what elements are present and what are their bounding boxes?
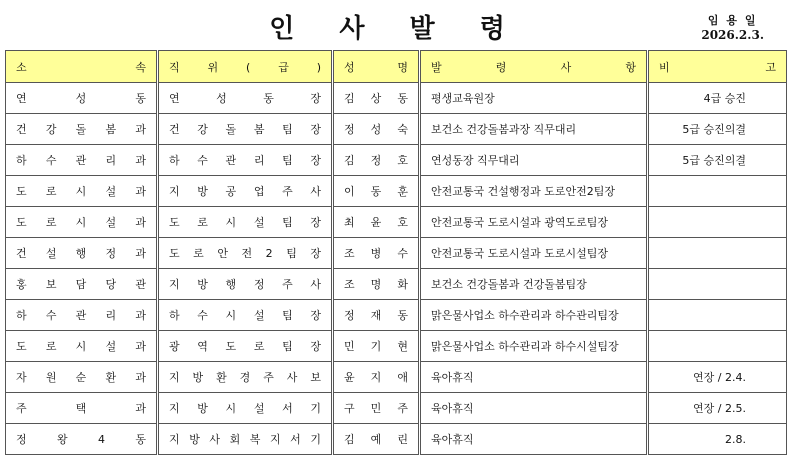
cell-position: 지 방 공 업 주 사 [158, 176, 333, 207]
cell-order: 육아휴직 [420, 393, 648, 424]
header-position: 직 위 ( 급 ) [158, 51, 333, 83]
cell-dept: 건 설 행 정 과 [6, 238, 158, 269]
cell-order: 보건소 건강돌봄과장 직무대리 [420, 114, 648, 145]
cell-name: 최 윤 호 [333, 207, 420, 238]
cell-name: 조 명 화 [333, 269, 420, 300]
table-row [6, 424, 787, 455]
cell-dept: 정 왕 4 동 [6, 424, 158, 455]
cell-note: 4급 승진 [648, 83, 787, 114]
header-name: 성 명 [333, 51, 420, 83]
cell-dept: 홍 보 담 당 관 [6, 269, 158, 300]
table-row [6, 393, 787, 424]
cell-note: 5급 승진의결 [648, 114, 787, 145]
table-row [6, 269, 787, 300]
cell-position: 연 성 동 장 [158, 83, 333, 114]
cell-note: 연장 / 2.5. [648, 393, 787, 424]
cell-dept: 주 택 과 [6, 393, 158, 424]
cell-position: 도 로 안 전 2 팀 장 [158, 238, 333, 269]
appointment-date [701, 12, 764, 42]
cell-name: 정 성 숙 [333, 114, 420, 145]
cell-position: 하 수 관 리 팀 장 [158, 145, 333, 176]
cell-position: 하 수 시 설 팀 장 [158, 300, 333, 331]
cell-note [648, 207, 787, 238]
header-note: 비 고 [648, 51, 787, 83]
cell-dept: 자 원 순 환 과 [6, 362, 158, 393]
cell-position: 지 방 행 정 주 사 [158, 269, 333, 300]
cell-dept: 연 성 동 [6, 83, 158, 114]
cell-order: 안전교통국 건설행정과 도로안전2팀장 [420, 176, 648, 207]
cell-name: 김 정 호 [333, 145, 420, 176]
cell-dept: 도 로 시 설 과 [6, 331, 158, 362]
cell-name: 김 예 린 [333, 424, 420, 455]
table-row [6, 114, 787, 145]
header-dept: 소 속 [6, 51, 158, 83]
cell-position: 지 방 시 설 서 기 [158, 393, 333, 424]
cell-note: 연장 / 2.4. [648, 362, 787, 393]
cell-name: 구 민 주 [333, 393, 420, 424]
cell-name: 윤 지 애 [333, 362, 420, 393]
cell-order: 보건소 건강돌봄과 건강돌봄팀장 [420, 269, 648, 300]
cell-note: 2.8. [648, 424, 787, 455]
cell-order: 맑은물사업소 하수관리과 하수시설팀장 [420, 331, 648, 362]
table-row [6, 331, 787, 362]
cell-order: 연성동장 직무대리 [420, 145, 648, 176]
cell-note [648, 300, 787, 331]
table-row [6, 176, 787, 207]
personnel-table [5, 50, 787, 455]
cell-order: 안전교통국 도로시설과 광역도로팀장 [420, 207, 648, 238]
cell-name: 조 병 수 [333, 238, 420, 269]
cell-order: 안전교통국 도로시설과 도로시설팀장 [420, 238, 648, 269]
table-row [6, 83, 787, 114]
header-order: 발 령 사 항 [420, 51, 648, 83]
cell-position: 건 강 돌 봄 팀 장 [158, 114, 333, 145]
cell-position: 광 역 도 로 팀 장 [158, 331, 333, 362]
cell-dept: 도 로 시 설 과 [6, 176, 158, 207]
table-row [6, 238, 787, 269]
cell-dept: 건 강 돌 봄 과 [6, 114, 158, 145]
cell-order: 육아휴직 [420, 362, 648, 393]
cell-note: 5급 승진의결 [648, 145, 787, 176]
cell-name: 정 재 동 [333, 300, 420, 331]
cell-note [648, 331, 787, 362]
cell-order: 육아휴직 [420, 424, 648, 455]
cell-dept: 하 수 관 리 과 [6, 300, 158, 331]
cell-name: 민 기 현 [333, 331, 420, 362]
page-title: 인 사 발 령 [269, 14, 523, 44]
cell-position: 지 방 사 회 복 지 서 기 [158, 424, 333, 455]
date-value: 2026.2.3. [701, 28, 764, 42]
cell-note [648, 238, 787, 269]
table-row [6, 300, 787, 331]
cell-position: 지 방 환 경 주 사 보 [158, 362, 333, 393]
date-label: 임 용 일 [707, 14, 758, 27]
cell-name: 김 상 동 [333, 83, 420, 114]
cell-dept: 도 로 시 설 과 [6, 207, 158, 238]
cell-dept: 하 수 관 리 과 [6, 145, 158, 176]
cell-name: 이 동 훈 [333, 176, 420, 207]
cell-note [648, 269, 787, 300]
cell-order: 맑은물사업소 하수관리과 하수관리팀장 [420, 300, 648, 331]
cell-note [648, 176, 787, 207]
table-row [6, 145, 787, 176]
cell-position: 도 로 시 설 팀 장 [158, 207, 333, 238]
table-row [6, 207, 787, 238]
table-row [6, 362, 787, 393]
cell-order: 평생교육원장 [420, 83, 648, 114]
table-header-row [6, 51, 787, 83]
